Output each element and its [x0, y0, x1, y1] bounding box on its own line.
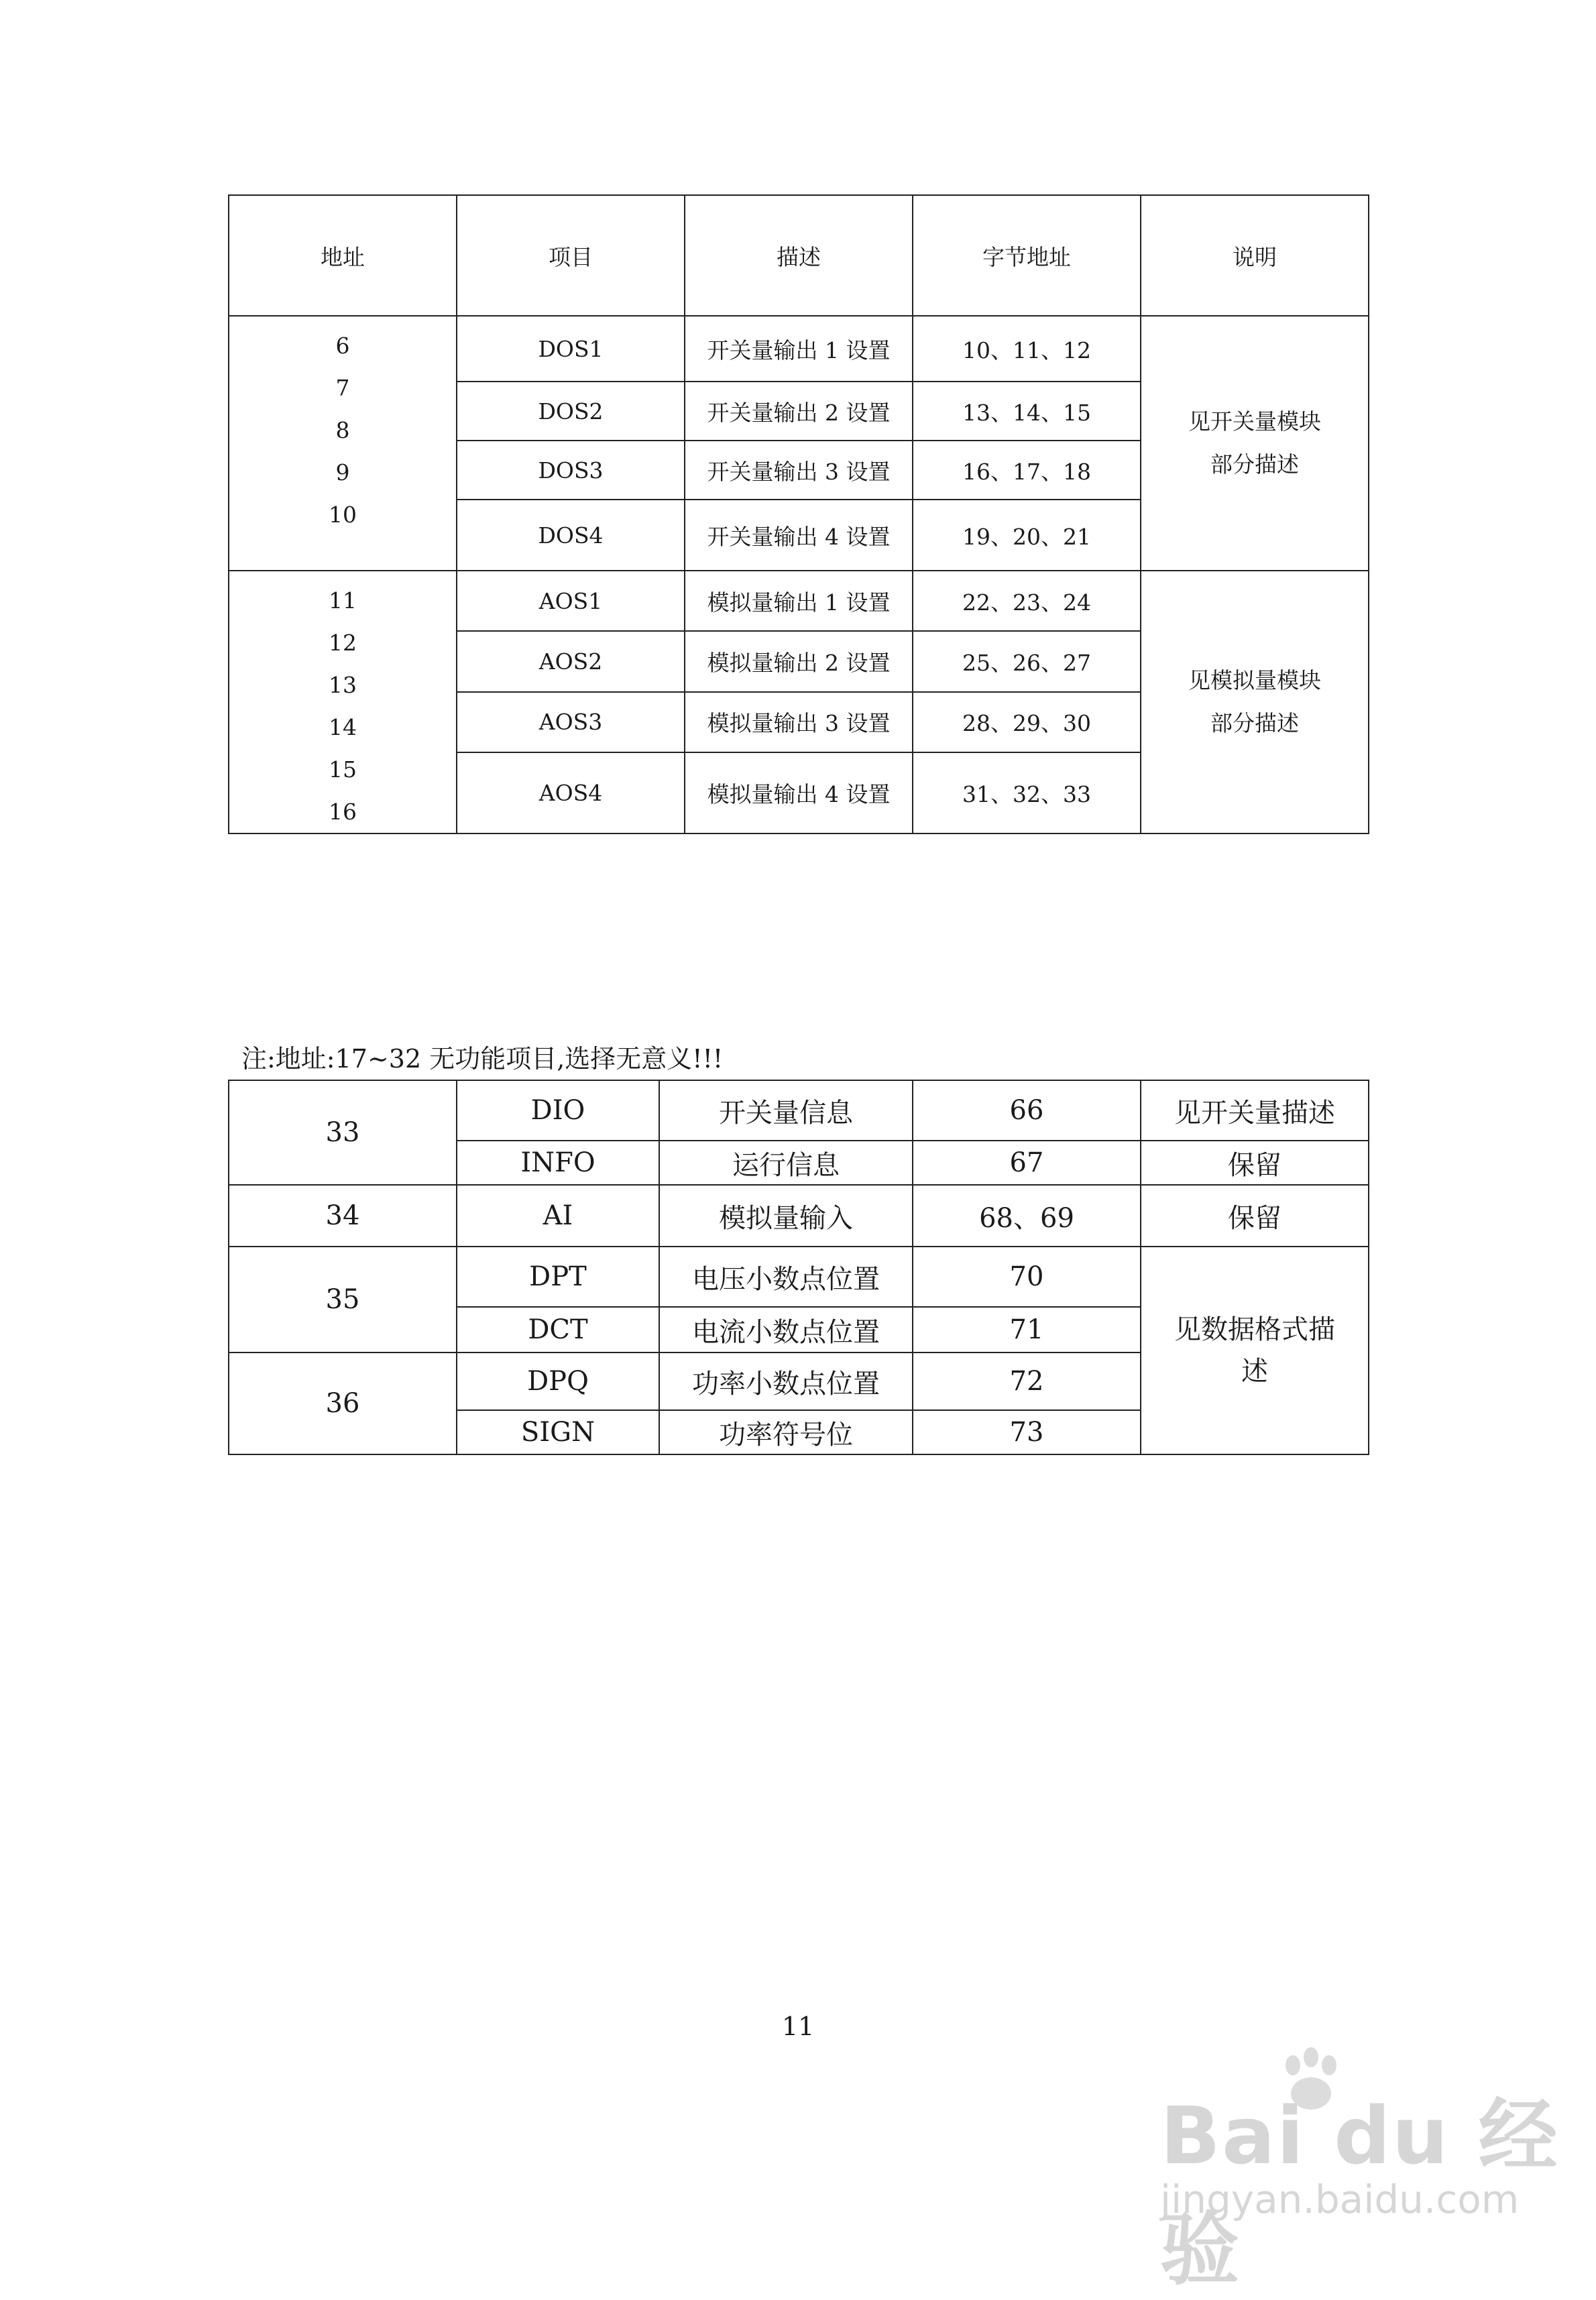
item-cell: DOS1: [457, 316, 685, 382]
desc-cell: 运行信息: [659, 1141, 913, 1185]
bytes-cell: 10、11、12: [913, 316, 1141, 382]
address-value: 11: [329, 587, 357, 614]
note-cell: 保留: [1141, 1185, 1369, 1247]
bytes-cell: 31、32、33: [913, 752, 1141, 833]
item-cell: DOS3: [457, 441, 685, 500]
item-cell: DCT: [457, 1307, 659, 1353]
note-text: 注:地址:17~32 无功能项目,选择无意义!!!: [241, 1044, 724, 1074]
desc-cell: 模拟量输出 2 设置: [685, 631, 913, 691]
bytes-cell: 73: [913, 1410, 1141, 1454]
table-header-row: [229, 195, 1369, 316]
address-value: 12: [329, 630, 357, 656]
bytes-cell: 28、29、30: [913, 692, 1141, 752]
desc-cell: 开关量输出 4 设置: [685, 500, 913, 571]
address-value: 16: [329, 799, 357, 825]
table-row: [229, 1185, 1369, 1247]
address-value: 10: [329, 502, 357, 528]
desc-cell: 功率小数点位置: [659, 1353, 913, 1410]
watermark-url: jingyan.baidu.com: [1160, 2177, 1520, 2222]
note-line: 部分描述: [1210, 451, 1299, 477]
address-value: 6: [335, 333, 350, 359]
address-value: 15: [329, 756, 357, 783]
item-cell: AOS3: [457, 692, 685, 752]
register-table-1: [228, 194, 1369, 834]
table-row: [229, 316, 1369, 382]
item-cell: AI: [457, 1185, 659, 1247]
bytes-cell: 71: [913, 1307, 1141, 1353]
desc-cell: 模拟量输出 3 设置: [685, 692, 913, 752]
item-cell: AOS1: [457, 571, 685, 631]
desc-cell: 开关量输出 3 设置: [685, 441, 913, 500]
header-cell: 说明: [1141, 195, 1369, 316]
watermark-brand: Bai du 经验: [1160, 2089, 1559, 2296]
header-cell: 字节地址: [913, 195, 1141, 316]
item-cell: SIGN: [457, 1410, 659, 1454]
desc-cell: 电压小数点位置: [659, 1247, 913, 1307]
note-line: 部分描述: [1210, 710, 1299, 736]
desc-cell: 电流小数点位置: [659, 1307, 913, 1353]
item-cell: DOS4: [457, 500, 685, 571]
table-row: [229, 571, 1369, 631]
note-cell: 见开关量描述: [1141, 1080, 1369, 1141]
bytes-cell: 16、17、18: [913, 441, 1141, 500]
desc-cell: 开关量信息: [659, 1080, 913, 1141]
item-cell: AOS2: [457, 631, 685, 691]
page-number: 11: [781, 2012, 815, 2041]
bytes-cell: 68、69: [913, 1185, 1141, 1247]
bytes-cell: 19、20、21: [913, 500, 1141, 571]
bytes-cell: 66: [913, 1080, 1141, 1141]
note-line: 见模拟量模块: [1188, 667, 1321, 693]
register-table-2: [228, 1080, 1369, 1455]
note-cell: 保留: [1141, 1141, 1369, 1185]
address-cell: 35: [229, 1247, 457, 1353]
item-cell: DOS2: [457, 382, 685, 441]
header-cell: 地址: [229, 195, 457, 316]
address-value: 9: [335, 459, 350, 485]
bytes-cell: 22、23、24: [913, 571, 1141, 631]
note-cell: [1141, 1247, 1369, 1454]
note-line: 见开关量模块: [1188, 408, 1321, 435]
bytes-cell: 25、26、27: [913, 631, 1141, 691]
address-cell: 34: [229, 1185, 457, 1247]
desc-cell: 模拟量输入: [659, 1185, 913, 1247]
address-value: 14: [329, 714, 357, 740]
bytes-cell: 70: [913, 1247, 1141, 1307]
baidu-jingyan-watermark: [1133, 2045, 1589, 2296]
header-cell: 描述: [685, 195, 913, 316]
desc-cell: 功率符号位: [659, 1410, 913, 1454]
header-cell: 项目: [457, 195, 685, 316]
item-cell: DIO: [457, 1080, 659, 1141]
table-row: [229, 1080, 1369, 1141]
table-row: [229, 1247, 1369, 1307]
bytes-cell: 67: [913, 1141, 1141, 1185]
item-cell: AOS4: [457, 752, 685, 833]
item-cell: DPT: [457, 1247, 659, 1307]
address-value: 8: [335, 417, 350, 443]
address-list-cell: [229, 316, 457, 571]
address-list-cell: [229, 571, 457, 833]
address-value: 7: [335, 375, 350, 401]
bytes-cell: 13、14、15: [913, 382, 1141, 441]
address-cell: 33: [229, 1080, 457, 1185]
note-cell: [1141, 316, 1369, 571]
item-cell: INFO: [457, 1141, 659, 1185]
bytes-cell: 72: [913, 1353, 1141, 1410]
item-cell: DPQ: [457, 1353, 659, 1410]
note-line: 述: [1241, 1356, 1268, 1387]
address-value: 13: [329, 672, 357, 698]
note-cell: [1141, 571, 1369, 833]
desc-cell: 开关量输出 2 设置: [685, 382, 913, 441]
desc-cell: 模拟量输出 4 设置: [685, 752, 913, 833]
note-line: 见数据格式描: [1174, 1314, 1335, 1345]
desc-cell: 开关量输出 1 设置: [685, 316, 913, 382]
address-cell: 36: [229, 1353, 457, 1454]
desc-cell: 模拟量输出 1 设置: [685, 571, 913, 631]
